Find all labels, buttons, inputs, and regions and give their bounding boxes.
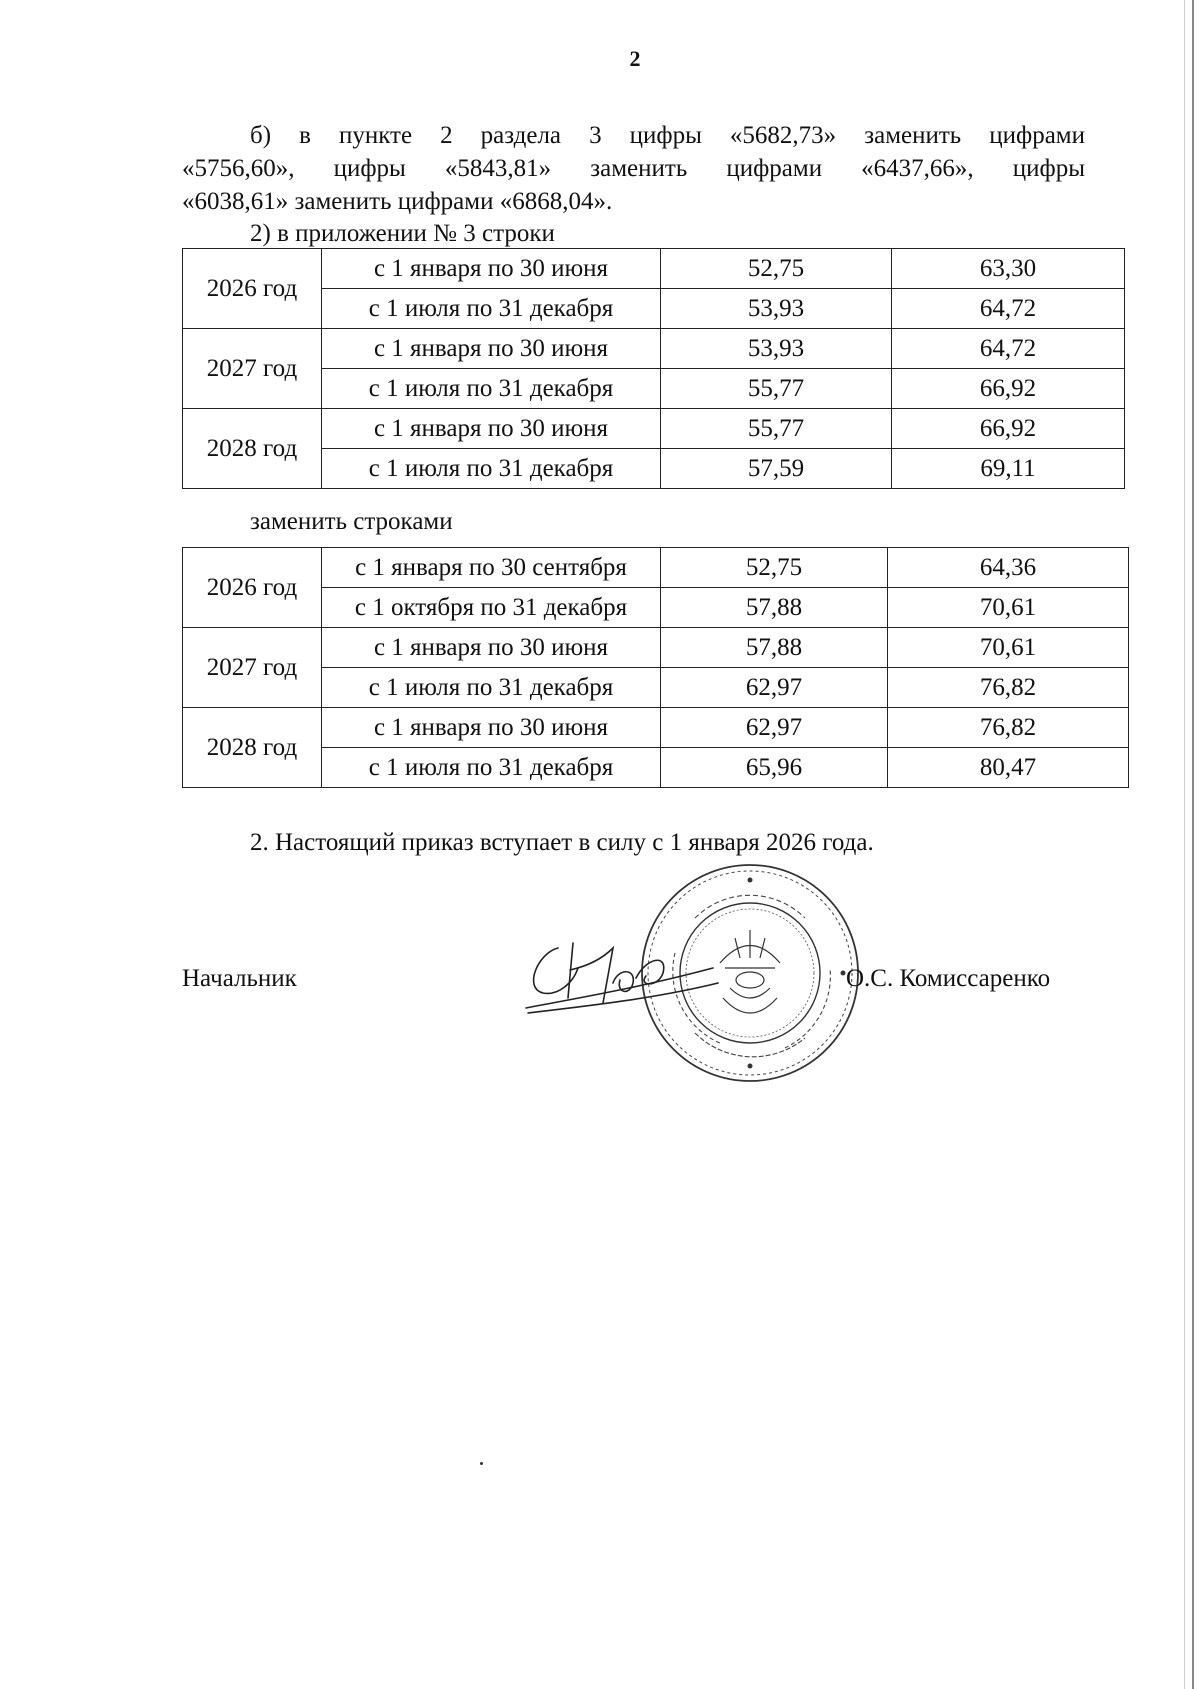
value-cell: 53,93	[661, 329, 892, 369]
value-cell: 55,77	[661, 369, 892, 409]
table-row	[183, 588, 1129, 628]
scan-edge-line	[1192, 0, 1194, 1689]
value-cell: 76,82	[888, 668, 1129, 708]
value-cell: 66,92	[892, 369, 1125, 409]
paragraph-b-line-1: б) в пункте 2 раздела 3 цифры «5682,73» заменить цифрами	[250, 122, 1085, 149]
table-row	[183, 668, 1129, 708]
value-cell: 64,72	[892, 289, 1125, 329]
paragraph-b-line-2: «5756,60», цифры «5843,81» заменить цифрами «6437,66», цифры	[182, 155, 1085, 182]
period-cell: с 1 января по 30 сентября	[322, 548, 661, 588]
table-row	[183, 748, 1129, 788]
table-row	[183, 708, 1129, 748]
value-cell: 57,88	[661, 588, 888, 628]
table-row	[183, 249, 1125, 289]
value-cell: 63,30	[892, 249, 1125, 289]
value-cell: 62,97	[661, 668, 888, 708]
value-cell: 57,59	[661, 449, 892, 489]
value-cell: 53,93	[661, 289, 892, 329]
scan-edge-line	[1184, 0, 1185, 1689]
value-cell: 76,82	[888, 708, 1129, 748]
period-cell: с 1 июля по 31 декабря	[322, 449, 661, 489]
table-row	[183, 628, 1129, 668]
period-cell: с 1 января по 30 июня	[322, 708, 661, 748]
table-row	[183, 548, 1129, 588]
period-cell: с 1 октября по 31 декабря	[322, 588, 661, 628]
value-cell: 57,88	[661, 628, 888, 668]
period-cell: с 1 января по 30 июня	[322, 409, 661, 449]
signer-name: О.С. Комиссаренко	[846, 965, 1051, 992]
new-rates-table	[182, 547, 1129, 788]
period-cell: с 1 июля по 31 декабря	[322, 369, 661, 409]
paragraph-2: 2) в приложении № 3 строки	[250, 220, 555, 247]
value-cell: 80,47	[888, 748, 1129, 788]
page-number: 2	[629, 46, 641, 71]
table-row	[183, 449, 1125, 489]
signer-position: Начальник	[182, 965, 297, 992]
paragraph-b-line-3: «6038,61» заменить цифрами «6868,04».	[182, 188, 613, 215]
year-cell: 2026 год	[183, 249, 322, 329]
table-row	[183, 369, 1125, 409]
year-cell: 2027 год	[183, 329, 322, 409]
year-cell: 2027 год	[183, 628, 322, 708]
value-cell: 70,61	[888, 628, 1129, 668]
period-cell: с 1 января по 30 июня	[322, 249, 661, 289]
handwritten-signature	[518, 928, 723, 1028]
table-row	[183, 329, 1125, 369]
year-cell: 2026 год	[183, 548, 322, 628]
period-cell: с 1 июля по 31 декабря	[322, 289, 661, 329]
value-cell: 64,36	[888, 548, 1129, 588]
old-rates-table	[182, 248, 1125, 489]
value-cell: 64,72	[892, 329, 1125, 369]
value-cell: 69,11	[892, 449, 1125, 489]
value-cell: 65,96	[661, 748, 888, 788]
year-cell: 2028 год	[183, 708, 322, 788]
replace-text: заменить строками	[250, 508, 453, 535]
table-row	[183, 289, 1125, 329]
value-cell: 66,92	[892, 409, 1125, 449]
value-cell: 55,77	[661, 409, 892, 449]
value-cell: 52,75	[661, 249, 892, 289]
value-cell: 52,75	[661, 548, 888, 588]
clause-2: 2. Настоящий приказ вступает в силу с 1 января 2026 года.	[250, 829, 874, 856]
table-row	[183, 409, 1125, 449]
period-cell: с 1 января по 30 июня	[322, 628, 661, 668]
value-cell: 62,97	[661, 708, 888, 748]
period-cell: с 1 января по 30 июня	[322, 329, 661, 369]
stray-mark	[480, 1462, 483, 1465]
value-cell: 70,61	[888, 588, 1129, 628]
year-cell: 2028 год	[183, 409, 322, 489]
period-cell: с 1 июля по 31 декабря	[322, 668, 661, 708]
period-cell: с 1 июля по 31 декабря	[322, 748, 661, 788]
